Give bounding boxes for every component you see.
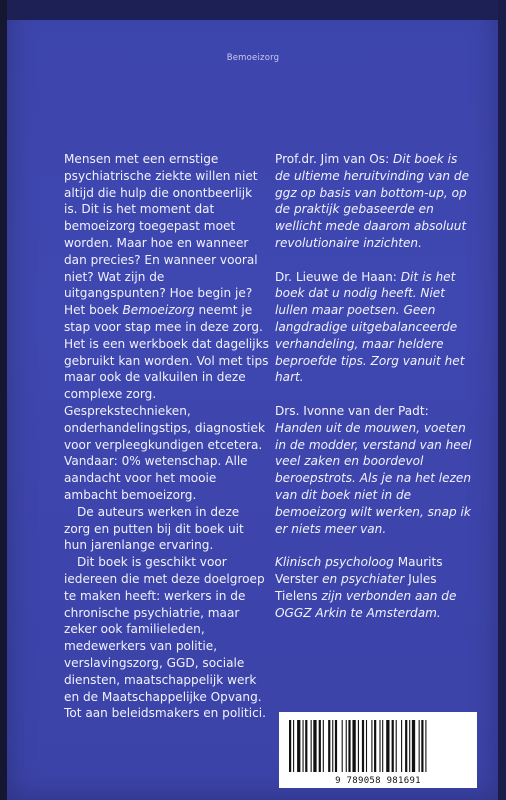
endorsement-1	[275, 151, 475, 252]
cover-right-edge	[498, 0, 506, 800]
barcode-bars	[289, 720, 467, 772]
blurb-paragraph-3: Dit boek is geschikt voor iedereen die met deze doelgroep te maken heeft: werkers in de chronische psychiatrie, maar zeker ook familieleden, medewerkers van politie, verslavingszorg, GGD, sociale diensten, maatschappelijk werk en de Maatschappelijke Opvang. Tot aan beleidsmakers en politici.	[64, 555, 266, 721]
endorsement-2	[275, 269, 475, 387]
endorsement-quote: Dit is het boek dat u nodig heeft. Niet lullen maar poetsen. Geen langdradige uitgebalanceerde verhandeling, maar heldere beproefde tips. Zorg vanuit het hart.	[275, 269, 465, 385]
endorsement-3	[275, 403, 475, 537]
endorsement-author: Dr. Lieuwe de Haan:	[275, 269, 397, 284]
blurb-paragraph-2: De auteurs werken in deze zorg en putten bij dit boek uit hun jarenlange ervaring.	[64, 504, 244, 553]
isbn-number: 9 789058 981691	[335, 776, 421, 786]
blurb-paragraph-1: Mensen met een ernstige psychiatrische ziekte willen niet altijd die hulp die onontbeerlijk is. Dit is het moment dat bemoeizorg toegepast moet worden. Maar hoe en wanneer dan precies? En wanneer vooral niet? Wat zijn de uitgangspunten? Hoe begin je? Het boek Bemoeizorg neemt je stap voor stap mee in deze zorg. Het is een werkboek dat dagelijks gebruikt kan worden. Vol met tips maar ook de valkuilen in deze complexe zorg. Gesprekstechnieken, onderhandelingstips, diagnostiek voor verpleegkundigen etcetera. Vandaar: 0% wetenschap. Alle aandacht voor het mooie ambacht bemoeizorg.	[64, 152, 269, 502]
author-bio: Klinisch psycholoog Maurits Verster en psychiater Jules Tielens zijn verbonden aan de OGGZ Arkin te Amsterdam.	[275, 555, 457, 620]
isbn-barcode	[279, 712, 477, 788]
spine-shadow	[0, 0, 7, 800]
endorsement-quote: Dit boek is de ultieme heruitvinding van de ggz op basis van bottom-up, op de praktijk gebaseerde en wellicht mede daarom absoluut revolutionaire inzichten.	[275, 152, 470, 250]
book-title-inline: Bemoeizorg	[122, 303, 195, 318]
endorsement-quote: Handen uit de mouwen, voeten in de modder, verstand van heel veel zaken en boordevol beroepstrots. Als je na het lezen van dit boek niet in de bemoeizorg wilt werken, snap ik er niets meer van.	[275, 420, 472, 536]
cover-top-band	[7, 0, 498, 20]
publisher-brand: Bemoeizorg	[226, 53, 280, 63]
endorsements-column	[275, 151, 475, 621]
blurb-column	[64, 151, 269, 722]
endorsement-author: Drs. Ivonne van der Padt:	[275, 403, 429, 418]
endorsement-author: Prof.dr. Jim van Os:	[275, 152, 390, 166]
